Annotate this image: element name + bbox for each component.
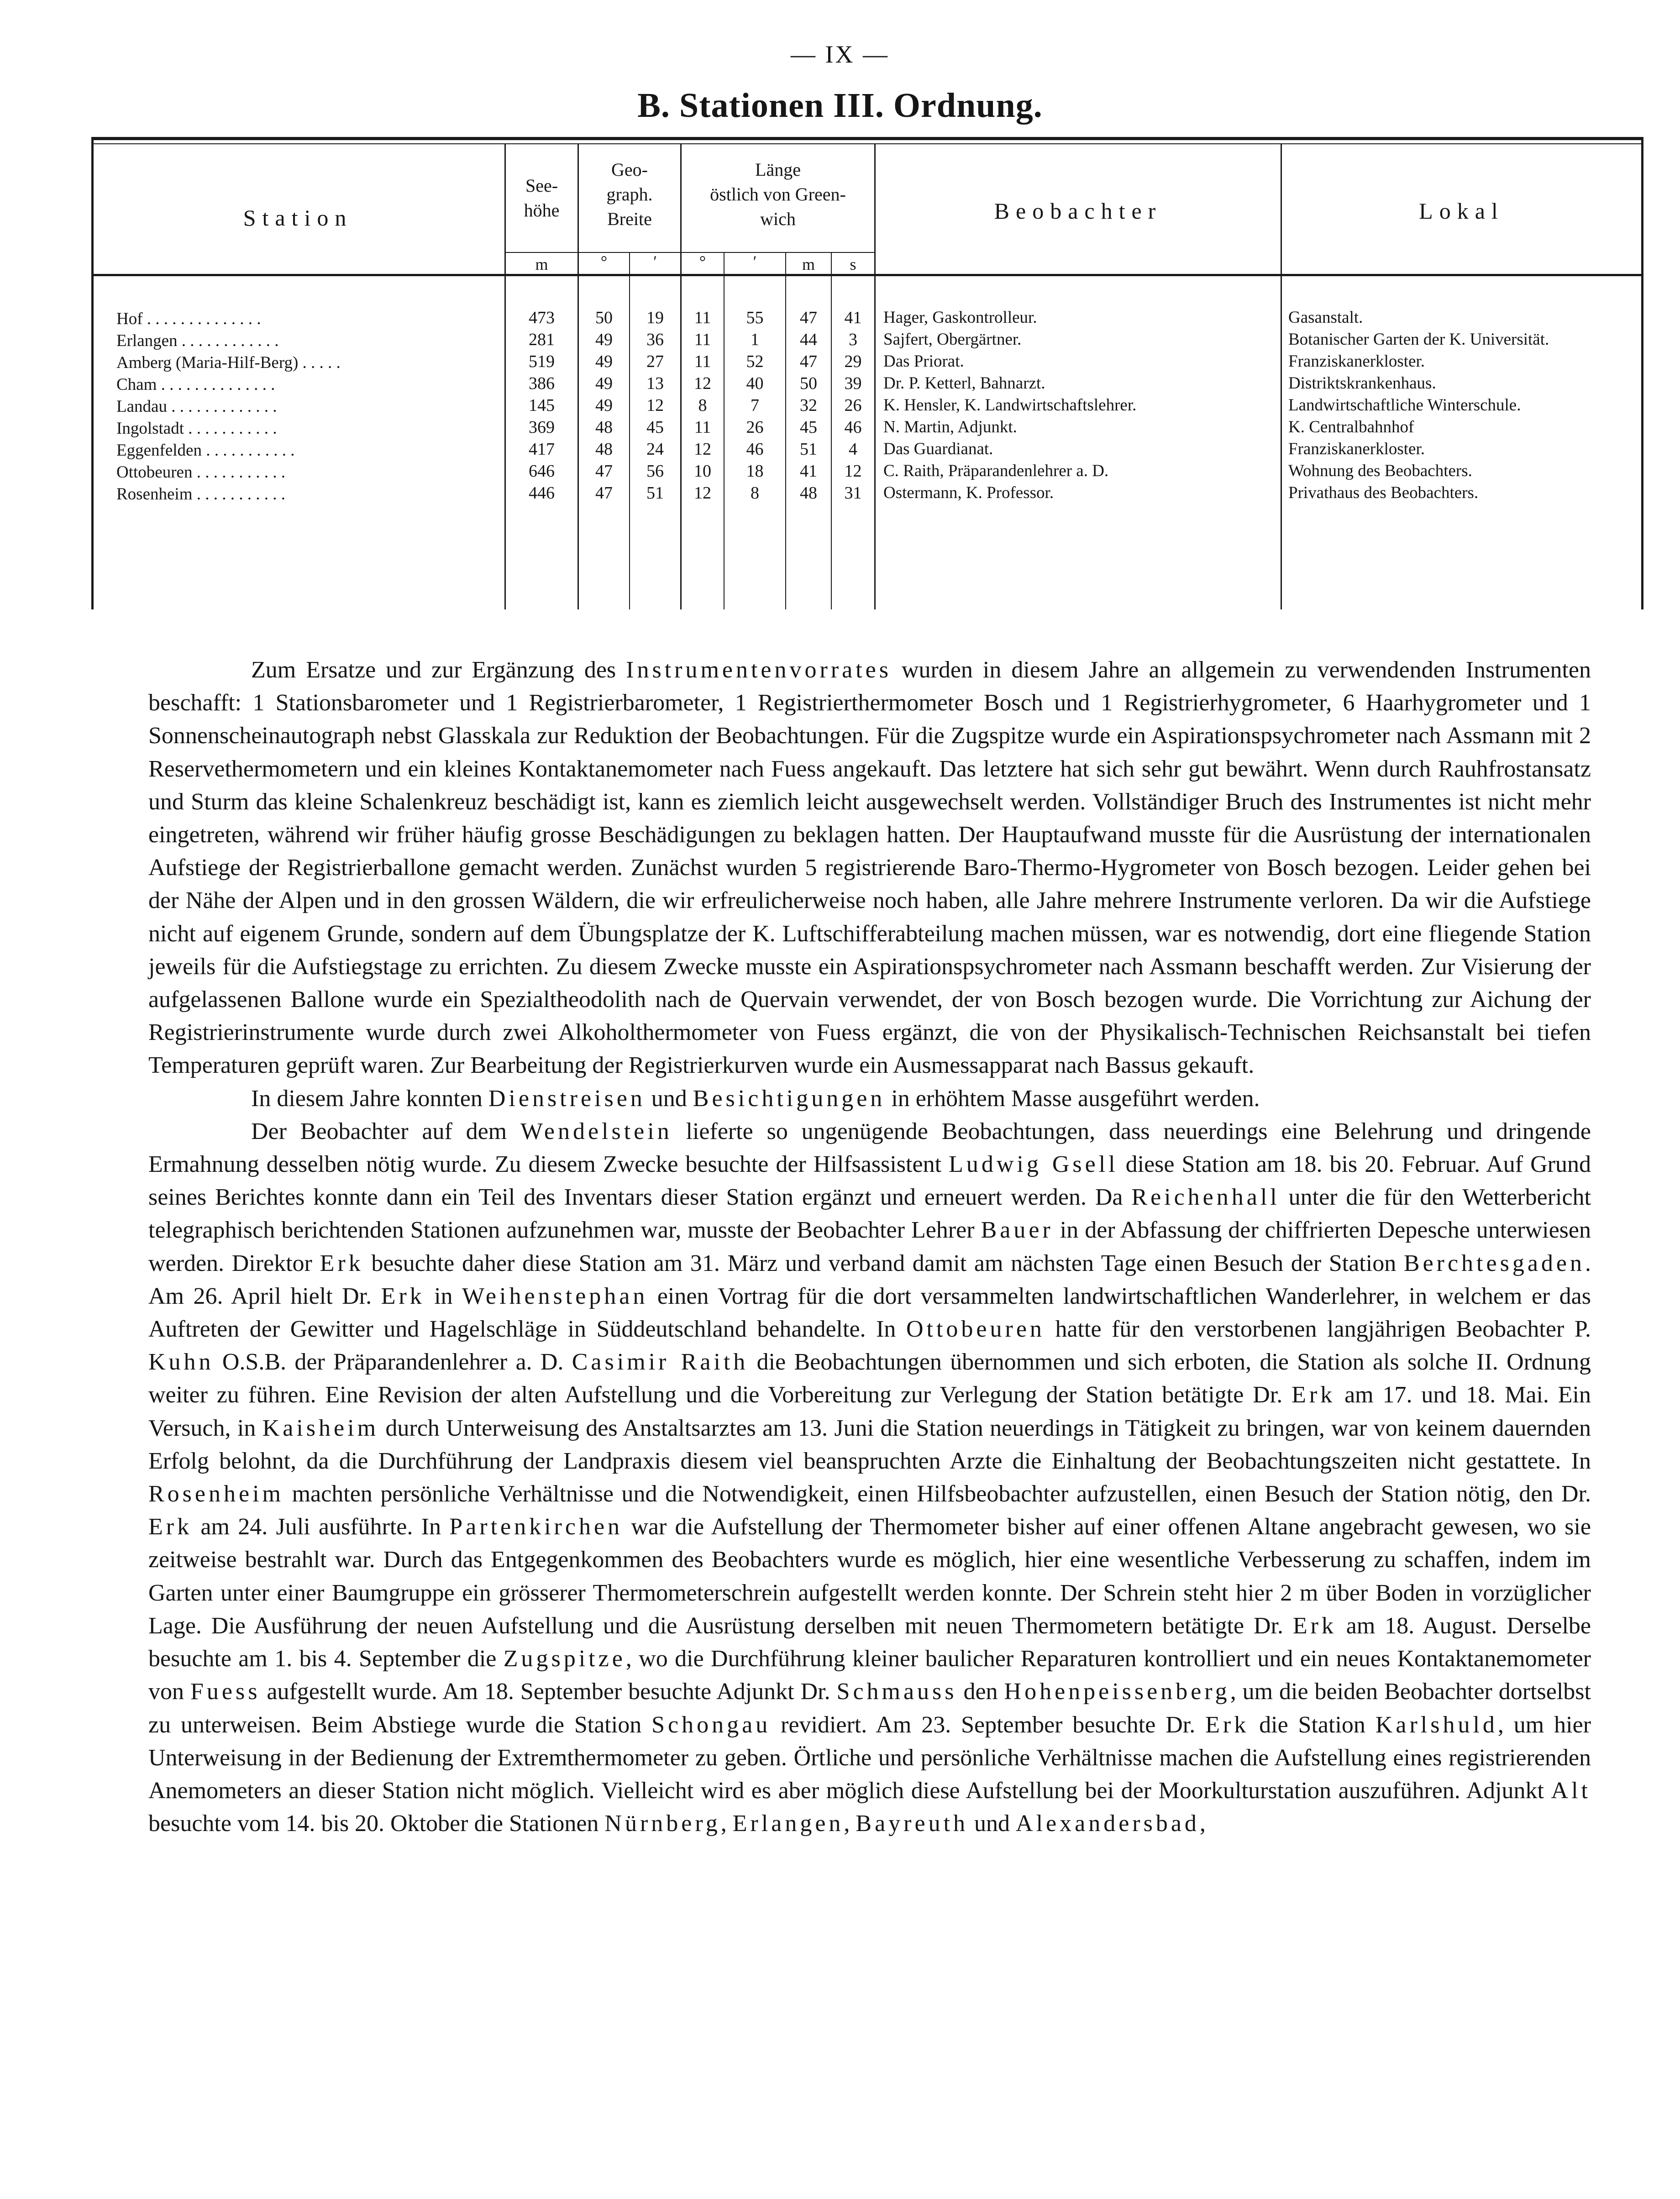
lokal-cell: Franziskanerkloster. xyxy=(1288,352,1425,371)
hoehe-cell: 369 xyxy=(529,418,555,437)
lokal-cell: Botanischer Garten der K. Universität. xyxy=(1288,330,1549,349)
spaced-term: Zugspitze xyxy=(503,1646,626,1672)
text-run: . Am 26. April hielt Dr. xyxy=(148,1250,1591,1309)
laenge-s-cell: 3 xyxy=(849,330,857,349)
laenge-s-cell: 29 xyxy=(844,352,862,371)
laenge-s-cell: 12 xyxy=(844,462,862,481)
text-run: Der Beobachter auf dem xyxy=(251,1118,520,1144)
laenge-m-cell: 32 xyxy=(800,396,817,415)
spaced-term: Fuess xyxy=(190,1679,261,1705)
breite-min-cell: 12 xyxy=(646,396,664,415)
spaced-term: Nürnberg xyxy=(604,1811,721,1837)
text-run: , um hier Unterweisung in der Bedienung der Extremthermometer zu geben. Örtliche und persönliche Verhältnisse machen die Aufstellung eines registrierenden Anemometers an dieser Station nicht möglich. Vielleicht wird es aber möglich diese Aufstellung bei der Moorkulturstation auszuführen. Adjunkt xyxy=(148,1711,1591,1804)
text-run: und xyxy=(968,1811,1016,1837)
breite-min-cell: 27 xyxy=(646,352,664,371)
spaced-term: Erk xyxy=(1205,1711,1250,1738)
text-run: hatte für den verstorbenen langjährigen Beobachter P. xyxy=(1045,1316,1591,1343)
text-run: in xyxy=(425,1283,462,1309)
spaced-term: Erk xyxy=(148,1514,193,1540)
laenge-min-cell: 46 xyxy=(746,440,764,459)
breite-deg-cell: 49 xyxy=(595,352,613,371)
spaced-term: Alexandersbad xyxy=(1016,1811,1200,1837)
laenge-s-cell: 4 xyxy=(849,440,857,459)
laenge-m-cell: 48 xyxy=(800,483,817,503)
hoehe-cell: 646 xyxy=(529,462,555,481)
laenge-m-cell: 44 xyxy=(800,330,817,349)
laenge-m-cell: 50 xyxy=(800,374,817,393)
breite-min-cell: 24 xyxy=(646,440,664,459)
paragraph xyxy=(148,1115,1591,1840)
station-name: Landau . . . . . . . . . . . . . xyxy=(116,397,277,416)
breite-deg-cell: 48 xyxy=(595,418,613,437)
laenge-m-cell: 41 xyxy=(800,462,817,481)
laenge-deg-cell: 8 xyxy=(698,396,707,415)
breite-deg-cell: 49 xyxy=(595,396,613,415)
breite-deg-cell: 47 xyxy=(595,462,613,481)
hoehe-cell: 281 xyxy=(529,330,555,349)
spaced-term: Erk xyxy=(1292,1612,1337,1639)
laenge-deg-cell: 12 xyxy=(694,374,711,393)
spaced-term: Bauer xyxy=(981,1217,1054,1244)
text-run: am 24. Juli ausführte. In xyxy=(192,1514,450,1540)
beobachter-cell: C. Raith, Präparandenlehrer a. D. xyxy=(883,462,1109,480)
spaced-term: Berchtesgaden xyxy=(1403,1250,1585,1276)
text-run: am 17. und 18. Mai. Ein Versuch, in xyxy=(148,1382,1591,1441)
beobachter-cell: Hager, Gaskontrolleur. xyxy=(883,308,1037,327)
laenge-m-cell: 51 xyxy=(800,440,817,459)
text-run: lieferte so ungenügende Beobachtungen, dass neuerdings eine Belehrung und dringende Ermahnung desselben nötig wurde. Zu diesem Zwecke besuchte der Hilfsassistent xyxy=(148,1118,1591,1178)
text-run: unter die für den Wetterbericht telegraphisch berichtenden Stationen aufzunehmen war, musste der Beobachter Lehrer xyxy=(148,1184,1591,1244)
station-name: Amberg (Maria-Hilf-Berg) . . . . . xyxy=(116,353,341,372)
text-run: besuchte vom 14. bis 20. Oktober die Stationen xyxy=(148,1811,605,1837)
spaced-term: Wendelstein xyxy=(520,1118,672,1144)
station-name: Rosenheim . . . . . . . . . . . xyxy=(116,485,285,504)
station-name: Cham . . . . . . . . . . . . . . xyxy=(116,375,275,394)
laenge-min-cell: 1 xyxy=(751,330,759,349)
laenge-deg-cell: 11 xyxy=(694,418,711,437)
laenge-min-cell: 55 xyxy=(746,308,764,327)
laenge-s-column xyxy=(832,307,874,504)
spaced-term: Partenkirchen xyxy=(449,1514,623,1540)
laenge-s-cell: 39 xyxy=(844,374,862,393)
station-name: Hof . . . . . . . . . . . . . . xyxy=(116,310,261,328)
laenge-s-cell: 26 xyxy=(844,396,862,415)
hoehe-cell: 446 xyxy=(529,483,555,503)
spaced-term: Hohenpeissenberg xyxy=(1004,1679,1230,1705)
lokal-cell: Gasanstalt. xyxy=(1288,308,1363,327)
laenge-m-cell: 47 xyxy=(800,352,817,371)
lokal-cell: Franziskanerkloster. xyxy=(1288,440,1425,458)
laenge-deg-column xyxy=(682,307,724,504)
breite-deg-cell: 49 xyxy=(595,330,613,349)
text-run: durch Unterweisung des Anstaltsarztes am 13. Juni die Station neuerdings in Tätigkeit zu bringen, war von keinem dauernden Erfolg belohnt, da die Durchführung der Landpraxis diesem viel beanspruchten Arzte die Einhaltung der Beobachtungszeiten nicht gestattete. In xyxy=(148,1415,1591,1474)
text-run: einen Vortrag für die dort versammelten landwirtschaftlichen Wanderlehrer, in welchem er das Auftreten der Gewitter und Hagelschläge in Süddeutschland behandelte. In xyxy=(148,1283,1591,1343)
lokal-cell: Privathaus des Beobachters. xyxy=(1288,483,1479,502)
hoehe-cell: 417 xyxy=(529,440,555,459)
text-run: In diesem Jahre konnten xyxy=(251,1085,488,1112)
lokal-column xyxy=(1288,307,1640,504)
text-run: den xyxy=(957,1679,1004,1705)
breite-min-column xyxy=(630,307,680,504)
station-name: Eggenfelden . . . . . . . . . . . xyxy=(116,441,295,460)
laenge-deg-cell: 11 xyxy=(694,308,711,327)
paragraph xyxy=(148,1082,1591,1115)
header-lokal: Lokal xyxy=(1419,198,1504,224)
unit-laenge-m: m xyxy=(802,255,815,273)
laenge-min-cell: 7 xyxy=(751,396,759,415)
page-number: — IX — xyxy=(791,41,889,68)
text-run: Zum Ersatze und zur Ergänzung des xyxy=(251,657,626,683)
spaced-term: Erk xyxy=(1292,1382,1336,1408)
beobachter-column xyxy=(883,307,1276,504)
hoehe-cell: 473 xyxy=(529,308,555,327)
text-run: , xyxy=(844,1811,856,1837)
spaced-term: Karlshuld xyxy=(1375,1711,1498,1738)
hoehe-cell: 386 xyxy=(529,374,555,393)
header-station: Station xyxy=(243,205,353,231)
table-top-rule-thin xyxy=(91,143,1643,144)
station-name: Erlangen . . . . . . . . . . . . xyxy=(116,331,279,350)
text-run: revidiert. Am 23. September besuchte Dr. xyxy=(771,1711,1206,1738)
beobachter-cell: Das Guardianat. xyxy=(883,440,993,458)
header-seehoehe: See- höhe xyxy=(524,175,560,220)
breite-min-cell: 56 xyxy=(646,462,664,481)
body-text xyxy=(148,654,1591,1840)
text-run: machten persönliche Verhältnisse und die Notwendigkeit, einen Hilfsbeobachter aufzustellen, einen Besuch der Station nötig, den Dr. xyxy=(284,1481,1591,1507)
laenge-s-cell: 46 xyxy=(844,418,862,437)
laenge-min-cell: 40 xyxy=(746,374,764,393)
header-beobachter: Beobachter xyxy=(994,198,1162,224)
breite-min-cell: 36 xyxy=(646,330,664,349)
table-header-rule xyxy=(91,274,1643,276)
beobachter-cell: Das Priorat. xyxy=(883,352,964,371)
stations-table xyxy=(91,137,1643,609)
lokal-cell: Landwirtschaftliche Winterschule. xyxy=(1288,396,1521,415)
header-breite: Geo- graph. Breite xyxy=(606,159,653,229)
laenge-min-cell: 26 xyxy=(746,418,764,437)
text-run: war die Aufstellung der Thermometer bisher auf einer offenen Altane angebracht gewesen, wo sie zeitweise bestrahlt war. Durch das Entgegenkommen des Beobachters wurde es möglich, hier eine wesentliche Verbesserung zu schaffen, indem im Garten unter einer Baumgruppe ein grösserer Thermometerschrein aufgestellt werden konnte. Der Schrein steht hier 2 m über Boden in vorzüglicher Lage. Die Ausführung der neuen Aufstellung und die Ausrüstung derselben mit neuen Thermometern betätigte Dr. xyxy=(148,1514,1591,1639)
laenge-min-cell: 8 xyxy=(751,483,759,503)
laenge-min-cell: 52 xyxy=(746,352,764,371)
spaced-term: Reichenhall xyxy=(1131,1184,1280,1211)
laenge-s-cell: 41 xyxy=(844,308,862,327)
spaced-term: Alt xyxy=(1551,1777,1591,1804)
text-run: diese Station am 18. bis 20. Februar. Auf Grund seines Berichtes konnte dann ein Teil des Inventars dieser Station ergänzt und erneuert werden. Da xyxy=(148,1151,1591,1211)
spaced-term: Schmauss xyxy=(836,1679,957,1705)
breite-deg-cell: 50 xyxy=(595,308,613,327)
text-run: , xyxy=(720,1811,733,1837)
beobachter-cell: K. Hensler, K. Landwirtschaftslehrer. xyxy=(883,396,1137,415)
breite-deg-cell: 47 xyxy=(595,483,613,503)
laenge-min-column xyxy=(724,307,785,504)
laenge-deg-cell: 11 xyxy=(694,330,711,349)
laenge-deg-cell: 10 xyxy=(694,462,711,481)
laenge-deg-cell: 12 xyxy=(694,440,711,459)
station-name: Ingolstadt . . . . . . . . . . . xyxy=(116,419,277,438)
spaced-term: Erk xyxy=(381,1283,425,1309)
text-run: besuchte daher diese Station am 31. März und verband damit am nächsten Tage einen Besuch der Station xyxy=(363,1250,1404,1276)
beobachter-cell: Ostermann, K. Professor. xyxy=(883,483,1054,502)
text-run: , xyxy=(1199,1811,1206,1837)
spaced-term: Kuhn xyxy=(148,1349,214,1375)
breite-min-cell: 45 xyxy=(646,418,664,437)
lokal-cell: Wohnung des Beobachters. xyxy=(1288,462,1472,480)
text-run: aufgestellt wurde. Am 18. September besuchte Adjunkt Dr. xyxy=(260,1679,837,1705)
spaced-term: Schongau xyxy=(651,1711,771,1738)
beobachter-cell: Sajfert, Obergärtner. xyxy=(883,330,1022,349)
laenge-m-cell: 47 xyxy=(800,308,817,327)
spaced-term: Besichtigungen xyxy=(693,1085,886,1112)
laenge-m-column xyxy=(786,307,831,504)
beobachter-cell: Dr. P. Ketterl, Bahnarzt. xyxy=(883,374,1045,393)
text-run: wurden in diesem Jahre an allgemein zu verwendenden Instrumenten beschafft: 1 Stationsbarometer und 1 Registrierbarometer, 1 Registrierthermometer Bosch und 1 Registrierhygrometer, 6 Haarhygrometer und 1 Sonnenscheinautograph nebst Glasskala zur Reduktion der Beobachtungen. Für die Zugspitze wurde ein Aspirationspsychrometer nach Assmann mit 2 Reservethermometern und ein kleines Kontaktanemometer nach Fuess angekauft. Das letztere hat sich sehr gut bewährt. Wenn durch Rauhfrostansatz und Sturm das kleine Schalenkreuz beschädigt ist, kann es ziemlich leicht ausgewechselt werden. Vollständiger Bruch des Instrumentes ist nicht mehr eingetreten, während wir früher häufig grosse Beschädigungen zu beklagen hatten. Der Hauptaufwand musste für die Ausrüstung der internationalen Aufstiege der Registrierballone gemacht werden. Zunächst wurden 5 registrierende Baro-Thermo-Hygrometer von Bosch bezogen. Leider gehen bei der Nähe der Alpen und in den grossen Wäldern, die wir erfreulicherweise noch haben, alle Jahre mehrere Instrumente verloren. Da wir die Aufstiege nicht auf eigenem Grunde, sondern auf dem Übungsplatze der K. Luftschifferabteilung machen müssen, war es notwendig, dort eine fliegende Station jeweils für die Aufstiegstage zu errichten. Zu diesem Zwecke musste ein Aspirationspsychrometer nach Assmann beschafft werden. Zur Visierung der aufgelassenen Ballone wurde ein Spezialtheodolith nach de Quervain verwendet, der von Bosch bezogen wurde. Die Vorrichtung zur Aichung der Registrierinstrumente wurde durch zwei Alkoholthermometer von Fuess ergänzt, die von der Physikalisch-Technischen Reichsanstalt bei tiefen Temperaturen geprüft waren. Zur Bearbeitung der Registrierkurven wurde ein Ausmessapparat nach Bassus gekauft. xyxy=(148,657,1591,1079)
spaced-term: Kaisheim xyxy=(262,1415,379,1441)
unit-breite-deg: ° xyxy=(600,252,608,271)
spaced-term: Instrumentenvorrates xyxy=(626,657,892,683)
text-run: die Beobachtungen übernommen und sich erboten, die Station als solche II. Ordnung weiter zu führen. Eine Revision der alten Aufstellung und die Vorbereitung zur Verlegung der Station betätigte Dr. xyxy=(148,1349,1591,1408)
breite-deg-cell: 48 xyxy=(595,440,613,459)
text-run: in erhöhtem Masse ausgeführt werden. xyxy=(885,1085,1260,1112)
text-run: , um die beiden Beobachter dortselbst zu unterweisen. Beim Abstiege wurde die Station xyxy=(148,1679,1591,1738)
breite-min-cell: 19 xyxy=(646,308,664,327)
laenge-deg-cell: 11 xyxy=(694,352,711,371)
unit-laenge-min: ′ xyxy=(753,252,757,271)
lokal-cell: K. Centralbahnhof xyxy=(1288,418,1414,436)
station-name-column xyxy=(116,308,509,505)
breite-deg-column xyxy=(579,307,629,504)
paragraph xyxy=(148,654,1591,1082)
spaced-term: Dienstreisen xyxy=(488,1085,646,1112)
unit-laenge-s: s xyxy=(850,255,856,273)
spaced-term: Ludwig Gsell xyxy=(949,1151,1118,1178)
breite-deg-cell: 49 xyxy=(595,374,613,393)
lokal-cell: Distriktskrankenhaus. xyxy=(1288,374,1436,393)
spaced-term: Bayreuth xyxy=(856,1811,969,1837)
spaced-term: Ottobeuren xyxy=(906,1316,1045,1343)
text-run: am 18. August. Derselbe besuchte am 1. bis 4. September die xyxy=(148,1612,1591,1672)
breite-min-cell: 51 xyxy=(646,483,664,503)
laenge-min-cell: 18 xyxy=(746,462,764,481)
unit-breite-min: ′ xyxy=(653,252,657,271)
table-right-rule xyxy=(1641,137,1643,609)
laenge-m-cell: 45 xyxy=(800,418,817,437)
hoehe-cell: 145 xyxy=(529,396,555,415)
text-run: O.S.B. der Präparandenlehrer a. D. xyxy=(214,1349,572,1375)
hoehe-column xyxy=(506,307,578,504)
table-top-rule xyxy=(91,137,1643,140)
text-run: , wo die Durchführung kleiner baulicher Reparaturen kontrolliert und ein neues Kontaktanemometer von xyxy=(148,1646,1591,1705)
laenge-s-cell: 31 xyxy=(844,483,862,503)
laenge-deg-cell: 12 xyxy=(694,483,711,503)
spaced-term: Erlangen xyxy=(732,1811,844,1837)
station-name: Ottobeuren . . . . . . . . . . . xyxy=(116,463,285,482)
text-run: die Station xyxy=(1249,1711,1376,1738)
section-title: B. Stationen III. Ordnung. xyxy=(637,86,1043,125)
spaced-term: Erk xyxy=(320,1250,364,1276)
text-run: in der Abfassung der chiffrierten Depesche unterwiesen werden. Direktor xyxy=(148,1217,1591,1276)
spaced-term: Casimir Raith xyxy=(572,1349,749,1375)
spaced-term: Rosenheim xyxy=(148,1481,284,1507)
text-run: und xyxy=(645,1085,693,1112)
beobachter-cell: N. Martin, Adjunkt. xyxy=(883,418,1017,436)
unit-hoehe: m xyxy=(535,255,548,273)
breite-min-cell: 13 xyxy=(646,374,664,393)
header-laenge: Länge östlich von Green- wich xyxy=(710,159,846,229)
unit-laenge-deg: ° xyxy=(699,252,706,271)
spaced-term: Weihenstephan xyxy=(462,1283,648,1309)
hoehe-cell: 519 xyxy=(529,352,555,371)
